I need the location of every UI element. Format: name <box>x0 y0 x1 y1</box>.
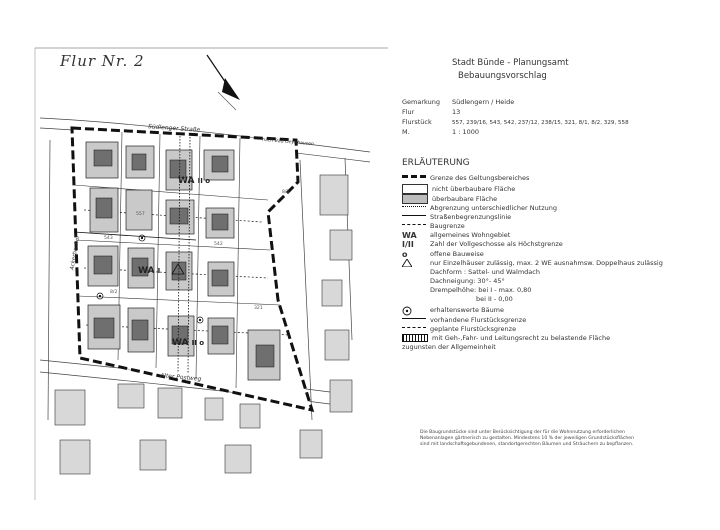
use-boundary-symbol-icon <box>402 206 426 207</box>
parcel-number: 8/2 <box>110 290 118 295</box>
parcel-number: 321 <box>254 306 263 311</box>
legend-knee-wall-1: Drempelhöhe: bei I - max. 0,80 <box>430 286 532 294</box>
legend-item: vorhandene Flurstücksgrenze <box>402 316 526 324</box>
legend-item: Grenze des Geltungsbereiches <box>402 174 529 182</box>
easement-symbol-icon <box>402 334 428 342</box>
street-label-north: Südlenger Straße <box>147 123 201 134</box>
handwritten-title: Flur Nr. 2 <box>60 52 145 70</box>
parcel-number: 8/1 <box>282 190 290 195</box>
meta-gemarkung: Gemarkung Südlengern / Heide <box>402 98 515 106</box>
legend-roof-form: Dachform : Sattel- und Walmdach <box>430 268 540 276</box>
zone-label-wa-2: WA I <box>138 266 161 276</box>
legend-knee-wall-2: bei II - 0,00 <box>476 295 513 303</box>
wa-symbol: WA <box>402 231 417 240</box>
triangle-icon <box>402 259 426 267</box>
legend-title: ERLÄUTERUNG <box>402 158 470 168</box>
street-label-west: Ackerbauhof <box>69 235 82 271</box>
building-line-symbol-icon <box>402 224 426 225</box>
floors-symbol: I/II <box>402 240 414 249</box>
legend-roof-pitch: Dachneigung: 30°- 45° <box>430 277 505 285</box>
buildable-symbol-icon <box>402 194 428 204</box>
boundary-symbol-icon <box>402 175 426 178</box>
meta-scale: M. 1 : 1000 <box>402 128 479 136</box>
meta-flurstueck: Flurstück 557, 239/16, 543, 542, 237/12, 238/15, 321, 8/1, 8/2, 329, 558 <box>402 118 629 126</box>
legend-item: nicht überbaubare Fläche <box>402 184 515 194</box>
legend-item: WA allgemeines Wohngebiet <box>402 231 511 240</box>
non-buildable-symbol-icon <box>402 184 428 194</box>
parcel-number: 543 <box>104 236 113 241</box>
footnote: Die Baugrundstücke sind unter Berücksichtigung der für die Wohnnutzung erforderlichen Nebenanlagen gärtnerisch zu gestalten. Mindestens 10 % der jeweiligen Grundstücksflächen sind mit landschaftsgebundenen, standortgerechten Bäumen und Sträuchern zu bepflanzen. <box>420 430 635 448</box>
parcel-number: 542 <box>214 242 223 247</box>
street-label-south: Alter Postweg <box>159 372 202 383</box>
parcel-planned-symbol-icon <box>402 327 426 328</box>
street-label-north-small: nach Bad Oeynhausen <box>261 137 314 148</box>
legend-item: erhaltenswerte Bäume <box>402 306 504 314</box>
legend-item: Baugrenze <box>402 222 465 230</box>
legend-item: o offene Bauweise <box>402 250 484 259</box>
open-building-symbol: o <box>402 250 408 259</box>
zone-label-wa-3: WA II o <box>172 338 205 348</box>
legend-item: nur Einzelhäuser zulässig, max. 2 WE ausnahmsw. Doppelhaus zulässig <box>402 259 663 267</box>
legend-item: mit Geh-,Fahr- und Leitungsrecht zu belastende Fläche zugunsten der Allgemeinheit <box>402 334 611 351</box>
office-heading: Stadt Bünde - Planungsamt <box>452 58 569 68</box>
legend-item: Abgrenzung unterschiedlicher Nutzung <box>402 204 557 212</box>
legend-item: überbaubare Fläche <box>402 194 497 204</box>
meta-flur: Flur 13 <box>402 108 461 116</box>
parcel-number: 557 <box>136 212 145 217</box>
tree-icon <box>402 306 426 314</box>
parcel-existing-symbol-icon <box>402 318 426 319</box>
legend-item: Straßenbegrenzungslinie <box>402 213 511 221</box>
plan-subtitle: Bebauungsvorschlag <box>458 71 547 81</box>
legend-item: geplante Flurstücksgrenze <box>402 325 516 333</box>
zone-label-wa-1: WA II o <box>178 176 211 186</box>
street-line-symbol-icon <box>402 215 426 216</box>
legend-item: I/II Zahl der Vollgeschosse als Höchstgrenze <box>402 240 563 249</box>
